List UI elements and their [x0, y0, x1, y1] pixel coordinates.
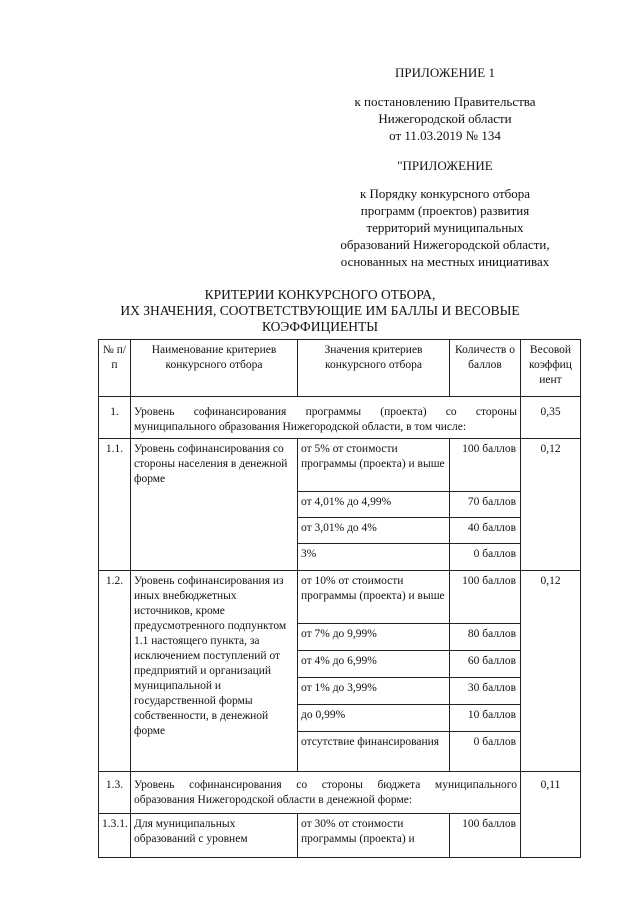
row-number: 1.3.1.: [99, 814, 131, 858]
points-value: 0 баллов: [450, 732, 521, 772]
table-row: [99, 439, 581, 492]
criterion-value: от 30% от стоимости программы (проекта) и: [298, 814, 450, 858]
points-value: 30 баллов: [450, 678, 521, 705]
criterion-name: Уровень софинансирования со стороны населения в денежной форме: [131, 439, 298, 571]
order-line: основанных на местных инициативах: [340, 254, 550, 269]
points-value: 60 баллов: [450, 651, 521, 678]
criterion-text: Уровень софинансирования программы (проекта) со стороны муниципального образования Нижегородской области, в том числе:: [131, 397, 521, 439]
decree-reference: [300, 93, 590, 144]
table-row: [99, 397, 581, 439]
header-points: Количеств о баллов: [450, 340, 521, 397]
title-line: КРИТЕРИИ КОНКУРСНОГО ОТБОРА,: [204, 287, 436, 302]
appendix-label-text: ПРИЛОЖЕНИЕ 1: [395, 65, 495, 80]
row-number: 1.: [99, 397, 131, 439]
weight-value: 0,11: [521, 772, 581, 858]
criterion-value: от 7% до 9,99%: [298, 624, 450, 651]
row-number: 1.1.: [99, 439, 131, 571]
order-line: территорий муниципальных: [366, 220, 524, 235]
criterion-value: от 4% до 6,99%: [298, 651, 450, 678]
header-name: Наименование критериев конкурсного отбора: [131, 340, 298, 397]
order-reference: [300, 185, 590, 270]
criterion-value: до 0,99%: [298, 705, 450, 732]
criterion-value: от 4,01% до 4,99%: [298, 492, 450, 518]
header-no: № п/п: [99, 340, 131, 397]
criterion-value: 3%: [298, 544, 450, 571]
table-row: [99, 772, 581, 814]
points-value: 100 баллов: [450, 439, 521, 492]
table-row: [99, 814, 581, 858]
points-value: 80 баллов: [450, 624, 521, 651]
points-value: 100 баллов: [450, 814, 521, 858]
criterion-name: Уровень софинансирования из иных внебюджетных источников, кроме предусмотренного подпунктом 1.1 настоящего пункта, за исключением поступлений от предприятий и организаций муниципальной и государственной формы собственности, в денежной форме: [131, 571, 298, 772]
points-value: 10 баллов: [450, 705, 521, 732]
title-line: КОЭФФИЦИЕНТЫ: [262, 319, 378, 334]
criterion-value: отсутствие финансирования: [298, 732, 450, 772]
table-header-row: [99, 340, 581, 397]
row-number: 1.2.: [99, 571, 131, 772]
header-weight: Весовой коэффиц иент: [521, 340, 581, 397]
header-values: Значения критериев конкурсного отбора: [298, 340, 450, 397]
document-title: [40, 287, 600, 335]
decree-line: от 11.03.2019 № 134: [389, 128, 501, 143]
criterion-value: от 5% от стоимости программы (проекта) и выше: [298, 439, 450, 492]
criterion-value: от 10% от стоимости программы (проекта) и выше: [298, 571, 450, 624]
decree-line: к постановлению Правительства: [354, 94, 536, 109]
points-value: 70 баллов: [450, 492, 521, 518]
criterion-value: от 1% до 3,99%: [298, 678, 450, 705]
inner-appendix-label: [300, 157, 590, 174]
order-line: программ (проектов) развития: [360, 203, 530, 218]
title-line: ИХ ЗНАЧЕНИЯ, СООТВЕТСТВУЮЩИЕ ИМ БАЛЛЫ И ВЕСОВЫЕ: [120, 303, 520, 318]
order-line: к Порядку конкурсного отбора: [359, 186, 531, 201]
points-value: 0 баллов: [450, 544, 521, 571]
table-row: [99, 571, 581, 624]
points-value: 100 баллов: [450, 571, 521, 624]
order-line: образований Нижегородской области,: [340, 237, 550, 252]
weight-value: 0,35: [521, 397, 581, 439]
points-value: 40 баллов: [450, 518, 521, 544]
row-number: 1.3.: [99, 772, 131, 814]
criterion-name: Для муниципальных образований с уровнем: [131, 814, 298, 858]
criterion-text: Уровень софинансирования со стороны бюджета муниципального образования Нижегородской области в денежной форме:: [131, 772, 521, 814]
weight-value: 0,12: [521, 439, 581, 571]
weight-value: 0,12: [521, 571, 581, 772]
decree-line: Нижегородской области: [378, 111, 512, 126]
criteria-table: [98, 339, 581, 858]
inner-appendix-label-text: "ПРИЛОЖЕНИЕ: [397, 158, 493, 173]
appendix-label: [300, 64, 590, 81]
criterion-value: от 3,01% до 4%: [298, 518, 450, 544]
